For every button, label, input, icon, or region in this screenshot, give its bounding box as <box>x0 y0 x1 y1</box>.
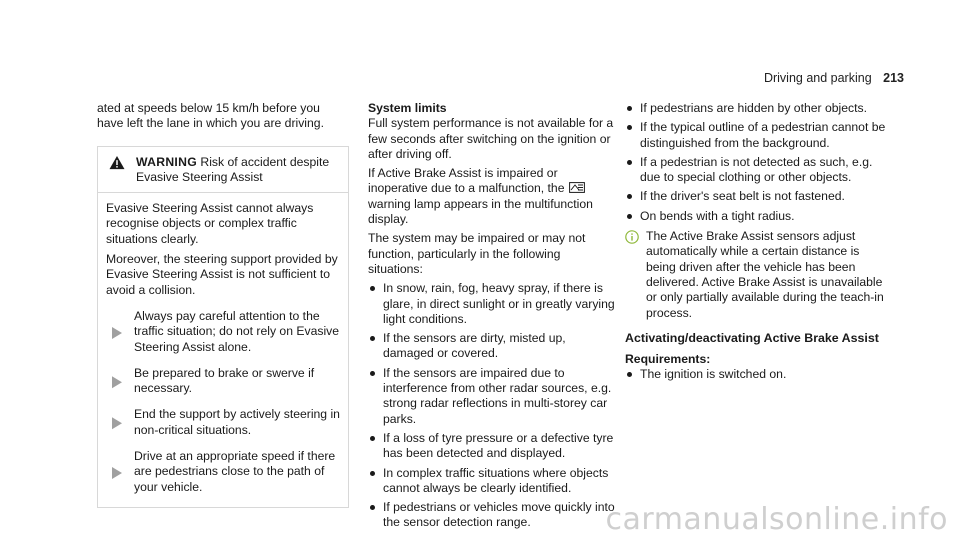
warning-box <box>97 146 349 508</box>
activating-heading: Activating/deactivating Active Brake Assist <box>625 330 879 345</box>
requirements-list <box>625 367 887 382</box>
system-limits-list-continued <box>625 101 887 224</box>
warning-header <box>98 147 348 194</box>
page-number: 213 <box>883 71 904 85</box>
system-limits-paragraph-2: If Active Brake Assist is impaired or inoperative due to a malfunction, the warning lamp appears in the multifunction display. <box>368 166 593 227</box>
warning-paragraph-2: Moreover, the steering support provided by Evasive Steering Assist is not sufficient to avoid a collision. <box>106 252 338 297</box>
warning-action-item: Drive at an appropriate speed if there are pedestrians close to the path of your vehicle. <box>106 449 340 495</box>
list-item: In snow, rain, fog, heavy spray, if there is glare, in direct sunlight or in greatly varying light conditions. <box>368 281 618 327</box>
list-item: On bends with a tight radius. <box>625 209 887 224</box>
intro-text: ated at speeds below 15 km/h before you have left the lane in which you are driving. <box>97 101 324 131</box>
warning-body <box>98 193 348 507</box>
system-limits-paragraph-1: Full system performance is not available for a few seconds after switching on the ignition or after driving off. <box>368 116 614 161</box>
warning-action-item: Be prepared to brake or swerve if necessary. <box>106 366 340 397</box>
info-icon <box>625 230 639 244</box>
arrow-right-icon <box>112 311 122 355</box>
brake-assist-warning-lamp-icon <box>569 182 585 193</box>
list-item: In complex traffic situations where objects cannot always be clearly identified. <box>368 466 618 497</box>
info-note <box>625 229 887 321</box>
arrow-right-icon <box>112 451 122 495</box>
list-item: If pedestrians or vehicles move quickly into the sensor detection range. <box>368 500 618 531</box>
system-limits-heading: System limits <box>368 101 447 115</box>
warning-triangle-icon <box>108 155 126 170</box>
warning-action-item: Always pay careful attention to the traffic situation; do not rely on Evasive Steering Assist alone. <box>106 309 340 355</box>
system-limits-list <box>368 281 618 530</box>
section-title: Driving and parking <box>763 71 872 85</box>
warning-paragraph-1: Evasive Steering Assist cannot always recognise objects or complex traffic situations clearly. <box>106 201 314 246</box>
list-item: If the sensors are dirty, misted up, damaged or covered. <box>368 331 618 362</box>
list-item: If pedestrians are hidden by other objects. <box>625 101 887 116</box>
list-item: The ignition is switched on. <box>625 367 887 382</box>
list-item: If a loss of tyre pressure or a defective tyre has been detected and displayed. <box>368 431 618 462</box>
list-item: If the driver's seat belt is not fastened. <box>625 189 887 204</box>
warning-action-item: End the support by actively steering in non-critical situations. <box>106 407 340 438</box>
watermark: carmanualsonline.info <box>605 501 948 537</box>
requirements-label: Requirements: <box>625 352 711 367</box>
info-note-text: The Active Brake Assist sensors adjust automatically while a certain distance is being driven after the vehicle has been delivered. Active Brake Assist is unavailable or only partially available during the teach-in process. <box>646 229 884 320</box>
page-header <box>764 71 904 86</box>
arrow-right-icon <box>112 368 122 397</box>
list-item: If a pedestrian is not detected as such, e.g. due to special clothing or other objects. <box>625 155 887 186</box>
list-item: If the sensors are impaired due to interference from other radar sources, e.g. strong radar reflections in multi-storey car parks. <box>368 366 618 427</box>
warning-title: Risk of accident despite Evasive Steering Assist <box>136 154 330 184</box>
column-left <box>97 101 347 508</box>
column-right <box>625 101 887 387</box>
arrow-right-icon <box>112 409 122 438</box>
list-item: If the typical outline of a pedestrian cannot be distinguished from the background. <box>625 120 887 151</box>
system-limits-paragraph-3: The system may be impaired or may not function, particularly in the following situations: <box>368 231 586 276</box>
column-middle <box>368 101 618 535</box>
warning-label: WARNING <box>136 154 198 169</box>
